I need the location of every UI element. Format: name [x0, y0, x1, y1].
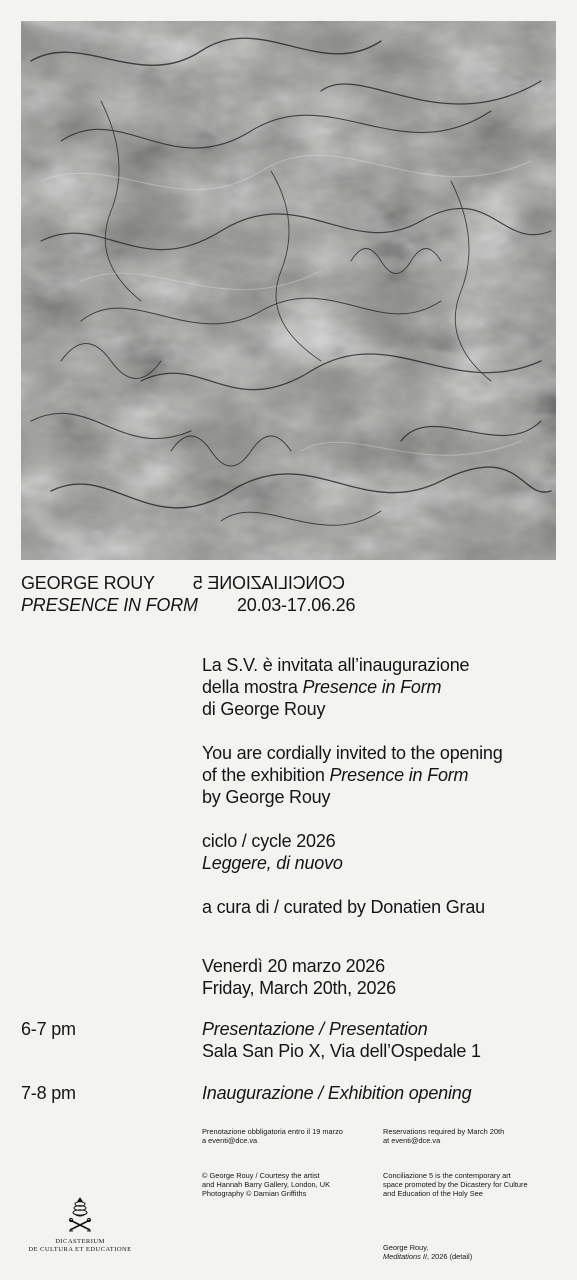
exhibition-title: PRESENCE IN FORM [21, 595, 198, 615]
logo-line-1: DICASTERIUM [55, 1238, 105, 1245]
en-line-1: You are cordially invited to the opening [202, 743, 503, 763]
about-line: Conciliazione 5 is the contemporary art [383, 1171, 511, 1180]
date-italian: Venerdì 20 marzo 2026 [202, 956, 385, 976]
dicastery-logo [21, 1196, 139, 1254]
exhibition-header [21, 572, 355, 616]
schedule-time: 6-7 pm [21, 1019, 76, 1039]
cycle-line-1: ciclo / cycle 2026 [202, 831, 336, 851]
note-email[interactable]: a eventi@dce.va [202, 1136, 258, 1145]
exhibition-dates: 20.03-17.06.26 [237, 595, 356, 615]
en-title: Presence in Form [329, 765, 469, 785]
reservation-note-english [383, 1127, 504, 1145]
schedule-details [202, 1018, 481, 1062]
caption-work [383, 1252, 472, 1261]
about-line: space promoted by the Dicastery for Culture [383, 1180, 528, 1189]
caption-title: Meditations II [383, 1252, 427, 1261]
schedule-label: Presentazione / Presentation [202, 1019, 428, 1039]
reservation-note-italian [202, 1127, 343, 1145]
schedule-details [202, 1082, 471, 1104]
caption-artist: George Rouy, [383, 1243, 429, 1252]
cycle-name: Leggere, di nuovo [202, 853, 343, 873]
date-english: Friday, March 20th, 2026 [202, 978, 396, 998]
venue-about [383, 1171, 528, 1198]
en-line-3: by George Rouy [202, 787, 331, 807]
note-line: Prenotazione obbligatoria entro il 19 marzo [202, 1127, 343, 1136]
caption-year: , 2026 (detail) [426, 1252, 473, 1261]
curator-line: a cura di / curated by Donatien Grau [202, 897, 485, 917]
logo-line-2: DE CULTURA ET EDUCATIONE [28, 1246, 132, 1253]
header-row-1 [21, 572, 355, 594]
artwork-image [21, 21, 556, 560]
cycle-info [202, 830, 562, 874]
opening-date [202, 955, 562, 999]
credit-line: and Hannah Barry Gallery, London, UK [202, 1180, 331, 1189]
artwork-drawing [21, 21, 556, 560]
it-line-2: della mostra [202, 677, 303, 697]
image-credits [202, 1171, 330, 1198]
invitation-text [202, 654, 562, 999]
invitation-italian [202, 654, 562, 720]
schedule-label: Inaugurazione / Exhibition opening [202, 1083, 472, 1103]
schedule-location: Sala San Pio X, Via dell’Ospedale 1 [202, 1041, 481, 1061]
it-line-1: La S.V. è invitata all’inaugurazione [202, 655, 470, 675]
credit-line: © George Rouy / Courtesy the artist [202, 1171, 320, 1180]
papal-crest-icon [65, 1196, 95, 1234]
credit-line: Photography © Damian Griffiths [202, 1189, 307, 1198]
venue-name-mirrored: CONCILIAZIONE 5 [193, 573, 346, 593]
artwork-caption [383, 1243, 472, 1261]
schedule-time: 7-8 pm [21, 1083, 76, 1103]
note-email[interactable]: at eventi@dce.va [383, 1136, 441, 1145]
about-line: and Education of the Holy See [383, 1189, 483, 1198]
artist-name: GEORGE ROUY [21, 573, 155, 593]
it-line-3: di George Rouy [202, 699, 326, 719]
invitation-english [202, 742, 562, 808]
it-title: Presence in Form [302, 677, 442, 697]
header-row-2 [21, 594, 355, 616]
en-line-2: of the exhibition [202, 765, 330, 785]
note-line: Reservations required by March 20th [383, 1127, 505, 1136]
